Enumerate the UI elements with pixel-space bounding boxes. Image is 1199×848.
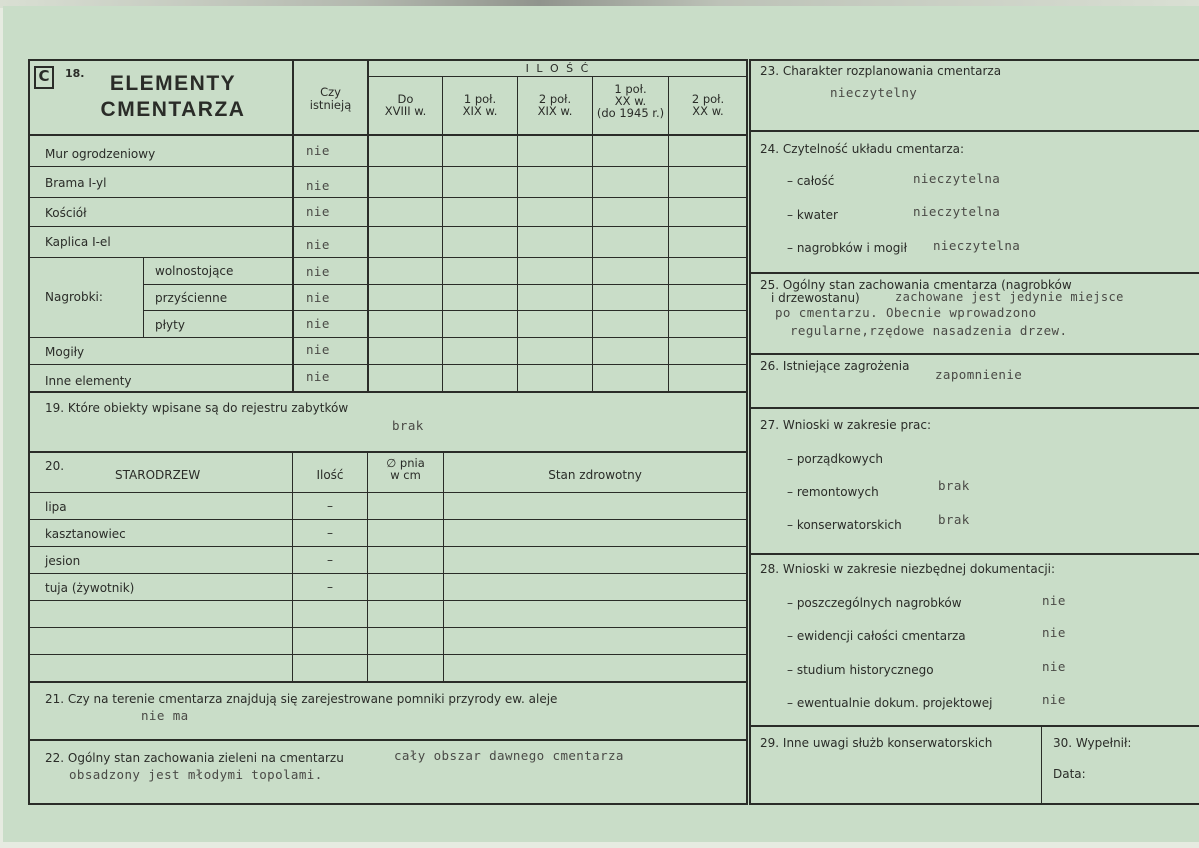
- s20-col-ilosc: Ilość: [316, 468, 344, 482]
- element-value: nie: [306, 316, 330, 331]
- s28-item-value: nie: [1042, 593, 1066, 608]
- s28-item-value: nie: [1042, 659, 1066, 674]
- s20-title: STARODRZEW: [115, 468, 201, 482]
- tree-ilosc: –: [327, 553, 333, 567]
- s25-label-line2: i drzewostanu): [771, 291, 860, 305]
- element-value: nie: [306, 237, 330, 252]
- element-label: wolnostojące: [155, 264, 234, 278]
- s20-number: 20.: [45, 459, 65, 473]
- element-value: nie: [306, 204, 330, 219]
- s30-data-label: Data:: [1053, 767, 1086, 781]
- s22-value-line1: cały obszar dawnego cmentarza: [394, 748, 624, 763]
- s28-label: 28. Wnioski w zakresie niezbędnej dokumentacji:: [760, 562, 1056, 576]
- tree-name: kasztanowiec: [45, 527, 126, 541]
- s27-item-label: – konserwatorskich: [787, 518, 902, 532]
- s19-label: 19. Które obiekty wpisane są do rejestru zabytków: [45, 401, 349, 415]
- s28-item-label: – ewentualnie dokum. projektowej: [787, 696, 993, 710]
- s24-item-label: – kwater: [787, 208, 838, 222]
- tree-ilosc: –: [327, 526, 333, 540]
- tree-name: lipa: [45, 500, 67, 514]
- element-label: Mur ogrodzeniowy: [45, 147, 156, 161]
- s28-item-value: nie: [1042, 692, 1066, 707]
- element-value: nie: [306, 369, 330, 384]
- col-czy-istnieja: Czy istnieją: [309, 85, 352, 112]
- s24-item-value: nieczytelna: [933, 238, 1021, 253]
- s22-label: 22. Ogólny stan zachowania zieleni na cmentarzu: [45, 751, 344, 765]
- tree-name: jesion: [45, 554, 81, 568]
- s22-value-line2: obsadzony jest młodymi topolami.: [69, 767, 323, 782]
- element-value: nie: [306, 290, 330, 305]
- s23-value: nieczytelny: [830, 85, 918, 100]
- s21-label: 21. Czy na terenie cmentarza znajdują się zarejestrowane pomniki przyrody ew. aleje: [45, 692, 558, 706]
- s25-value-line3: regularne,rzędowe nasadzenia drzew.: [790, 323, 1068, 338]
- s26-label: 26. Istniejące zagrożenia: [760, 359, 910, 373]
- s27-label: 27. Wnioski w zakresie prac:: [760, 418, 932, 432]
- col-period-1: 1 poł. XIX w.: [462, 92, 498, 118]
- s25-label-line1: 25. Ogólny stan zachowania cmentarza (nagrobków: [760, 278, 1072, 292]
- s28-item-label: – poszczególnych nagrobków: [787, 596, 962, 610]
- element-label: Brama I-yl: [45, 176, 107, 190]
- s28-item-label: – studium historycznego: [787, 663, 934, 677]
- s27-item-value: brak: [938, 478, 970, 493]
- cemetery-form-card: [3, 6, 1199, 842]
- s29-label: 29. Inne uwagi służb konserwatorskich: [760, 736, 993, 750]
- tree-ilosc: –: [327, 580, 333, 594]
- s28-item-value: nie: [1042, 625, 1066, 640]
- s24-item-value: nieczytelna: [913, 204, 1001, 219]
- element-label: płyty: [155, 318, 185, 332]
- col-period-2: 2 poł. XIX w.: [537, 92, 573, 118]
- s24-item-label: – całość: [787, 174, 835, 188]
- s30-label: 30. Wypełnił:: [1053, 736, 1132, 750]
- tree-ilosc: –: [327, 499, 333, 513]
- s27-item-label: – porządkowych: [787, 452, 883, 466]
- s20-col-stan: Stan zdrowotny: [548, 468, 642, 482]
- s20-col-pnia: ∅ pnia w cm: [386, 456, 425, 482]
- form-title-line2: CMENTARZA: [100, 98, 246, 121]
- s24-label: 24. Czytelność układu cmentarza:: [760, 142, 965, 156]
- tree-name: tuja (żywotnik): [45, 581, 135, 595]
- element-label: Kaplica I-el: [45, 235, 111, 249]
- element-value: nie: [306, 342, 330, 357]
- form-title-line1: ELEMENTY: [109, 72, 237, 95]
- element-label: Mogiły: [45, 345, 85, 359]
- col-period-4: 2 poł. XX w.: [691, 92, 725, 118]
- s27-item-value: brak: [938, 512, 970, 527]
- element-label: Inne elementy: [45, 374, 132, 388]
- s26-value: zapomnienie: [935, 367, 1023, 382]
- s25-value-line2: po cmentarzu. Obecnie wprowadzono: [775, 305, 1037, 320]
- col-period-0: Do XVIII w.: [384, 92, 427, 118]
- section-letter: C: [38, 67, 50, 85]
- s21-value: nie ma: [141, 708, 189, 723]
- s28-item-label: – ewidencji całości cmentarza: [787, 629, 966, 643]
- element-value: nie: [306, 143, 330, 158]
- s25-value-line1: zachowane jest jedynie miejsce: [895, 290, 1124, 304]
- element-value: nie: [306, 178, 330, 193]
- section-number-18: 18.: [65, 67, 85, 80]
- element-value: nie: [306, 264, 330, 279]
- nagrobki-label: Nagrobki:: [45, 290, 103, 304]
- s23-label: 23. Charakter rozplanowania cmentarza: [760, 64, 1002, 78]
- s27-item-label: – remontowych: [787, 485, 879, 499]
- s24-item-value: nieczytelna: [913, 171, 1001, 186]
- col-period-3: 1 poł. XX w. (do 1945 r.): [596, 82, 665, 120]
- element-label: przyścienne: [155, 291, 228, 305]
- s19-value: brak: [392, 418, 424, 433]
- element-label: Kościół: [45, 206, 87, 220]
- col-ilosc-header: I L O Ś Ć: [525, 62, 591, 75]
- s24-item-label: – nagrobków i mogił: [787, 241, 908, 255]
